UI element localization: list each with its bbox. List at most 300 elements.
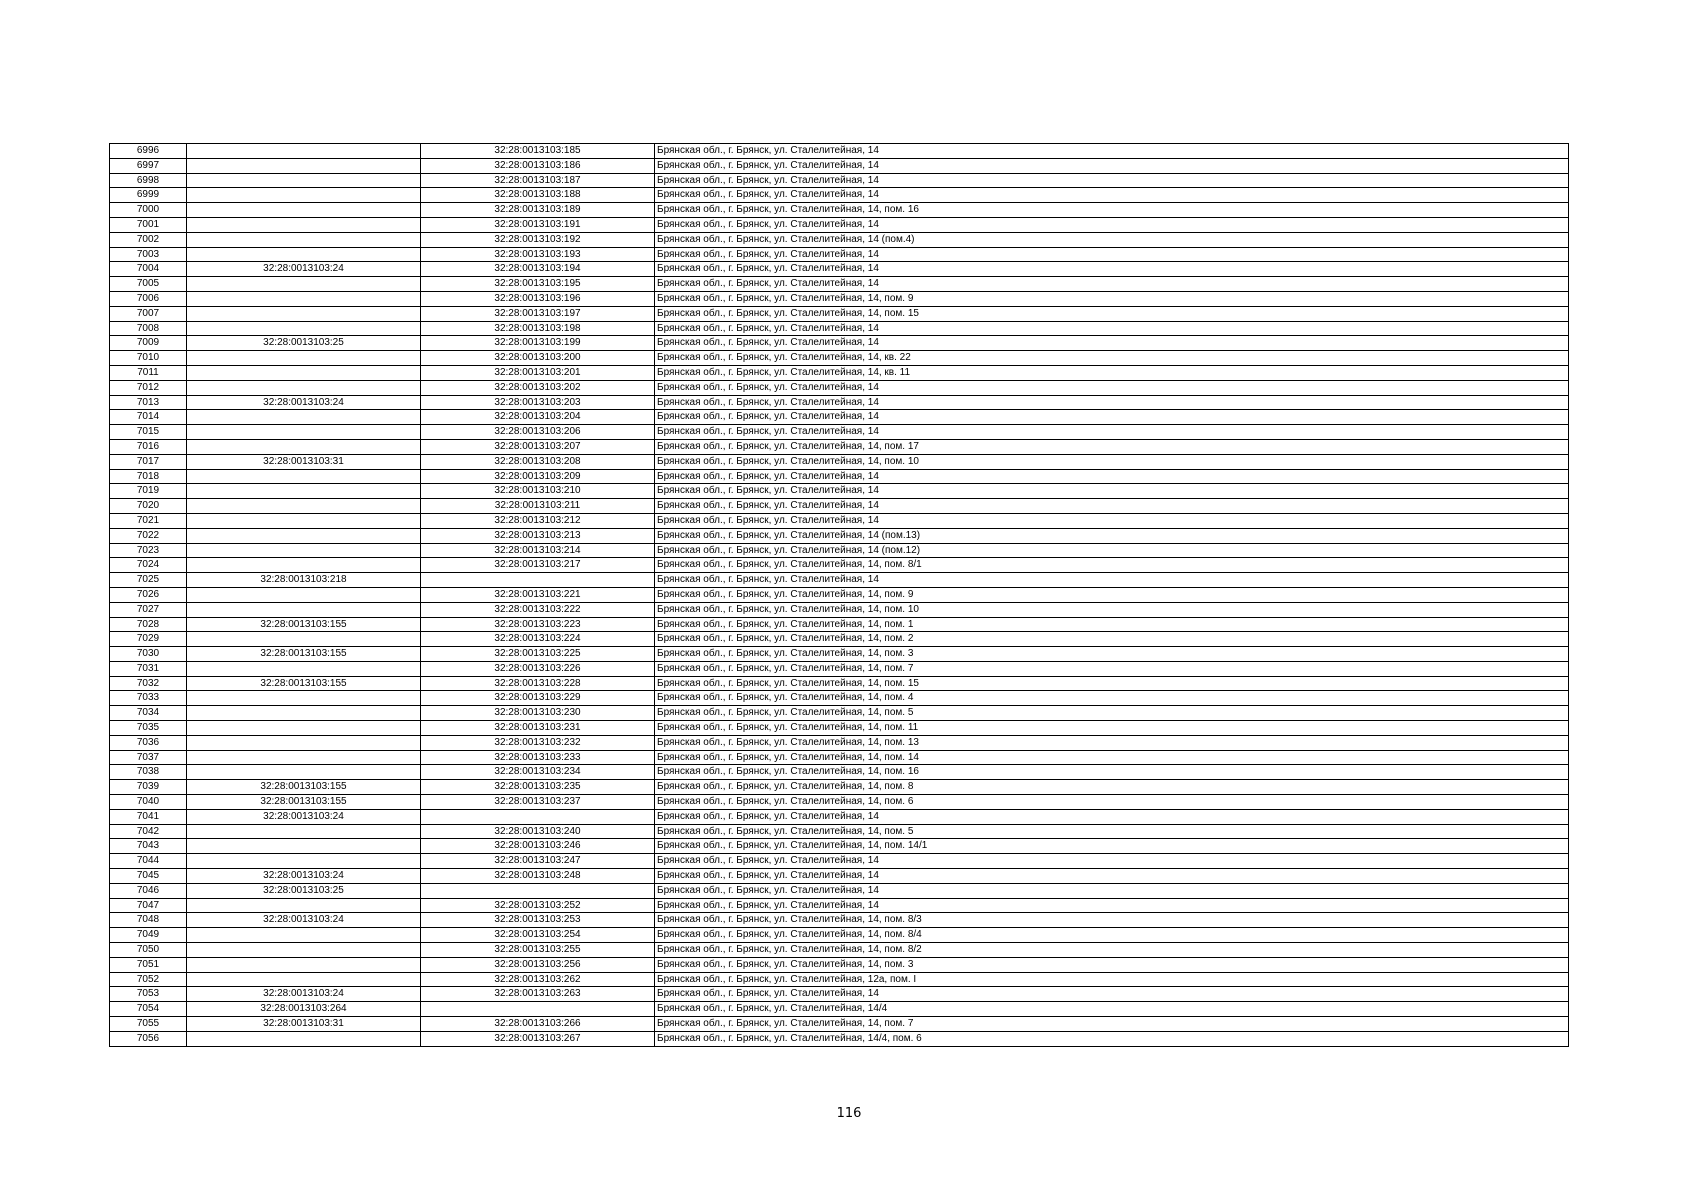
cadastral-number-cell: 32:28:0013103:207: [421, 439, 655, 454]
table-row: [110, 602, 1569, 617]
address-cell: Брянская обл., г. Брянск, ул. Сталелитейная, 14: [655, 247, 1569, 262]
table-row: [110, 425, 1569, 440]
parent-cadastral-cell: [187, 602, 421, 617]
row-number-cell: 7047: [110, 898, 187, 913]
row-number-cell: 7040: [110, 795, 187, 810]
address-cell: Брянская обл., г. Брянск, ул. Сталелитейная, 14: [655, 883, 1569, 898]
address-cell: Брянская обл., г. Брянск, ул. Сталелитейная, 14, пом. 5: [655, 706, 1569, 721]
cadastral-number-cell: 32:28:0013103:197: [421, 306, 655, 321]
parent-cadastral-cell: [187, 972, 421, 987]
cadastral-number-cell: 32:28:0013103:214: [421, 543, 655, 558]
cadastral-number-cell: 32:28:0013103:263: [421, 987, 655, 1002]
parent-cadastral-cell: [187, 484, 421, 499]
table-row: [110, 484, 1569, 499]
table-row: [110, 632, 1569, 647]
table-row: [110, 987, 1569, 1002]
row-number-cell: 7055: [110, 1017, 187, 1032]
row-number-cell: 7022: [110, 528, 187, 543]
cadastral-number-cell: 32:28:0013103:237: [421, 795, 655, 810]
address-cell: Брянская обл., г. Брянск, ул. Сталелитейная, 12а, пом. I: [655, 972, 1569, 987]
row-number-cell: 7015: [110, 425, 187, 440]
table-row: [110, 144, 1569, 159]
cadastral-number-cell: 32:28:0013103:222: [421, 602, 655, 617]
row-number-cell: 7008: [110, 321, 187, 336]
page-number: 116: [836, 1106, 862, 1121]
parent-cadastral-cell: [187, 144, 421, 159]
row-number-cell: 7020: [110, 499, 187, 514]
cadastral-number-cell: 32:28:0013103:198: [421, 321, 655, 336]
table-row: [110, 839, 1569, 854]
cadastral-number-cell: 32:28:0013103:189: [421, 203, 655, 218]
address-cell: Брянская обл., г. Брянск, ул. Сталелитейная, 14: [655, 987, 1569, 1002]
row-number-cell: 7043: [110, 839, 187, 854]
cadastral-number-cell: 32:28:0013103:208: [421, 454, 655, 469]
row-number-cell: 7042: [110, 824, 187, 839]
table-row: [110, 469, 1569, 484]
cadastral-number-cell: 32:28:0013103:199: [421, 336, 655, 351]
address-cell: Брянская обл., г. Брянск, ул. Сталелитейная, 14, пом. 8: [655, 780, 1569, 795]
row-number-cell: 7026: [110, 587, 187, 602]
cadastral-number-cell: 32:28:0013103:228: [421, 676, 655, 691]
row-number-cell: 7039: [110, 780, 187, 795]
row-number-cell: 6998: [110, 173, 187, 188]
address-cell: Брянская обл., г. Брянск, ул. Сталелитейная, 14, пом. 8/2: [655, 943, 1569, 958]
parent-cadastral-cell: 32:28:0013103:31: [187, 454, 421, 469]
table-row: [110, 454, 1569, 469]
row-number-cell: 7050: [110, 943, 187, 958]
row-number-cell: 7012: [110, 380, 187, 395]
table-row: [110, 587, 1569, 602]
address-cell: Брянская обл., г. Брянск, ул. Сталелитейная, 14: [655, 173, 1569, 188]
table-row: [110, 351, 1569, 366]
row-number-cell: 7021: [110, 513, 187, 528]
address-cell: Брянская обл., г. Брянск, ул. Сталелитейная, 14: [655, 573, 1569, 588]
table-row: [110, 365, 1569, 380]
cadastral-number-cell: 32:28:0013103:248: [421, 869, 655, 884]
cadastral-number-cell: 32:28:0013103:195: [421, 277, 655, 292]
table-row: [110, 1002, 1569, 1017]
cadastral-number-cell: 32:28:0013103:209: [421, 469, 655, 484]
row-number-cell: 7028: [110, 617, 187, 632]
row-number-cell: 7034: [110, 706, 187, 721]
parent-cadastral-cell: [187, 173, 421, 188]
address-cell: Брянская обл., г. Брянск, ул. Сталелитейная, 14: [655, 869, 1569, 884]
cadastral-number-cell: 32:28:0013103:253: [421, 913, 655, 928]
cadastral-number-cell: 32:28:0013103:185: [421, 144, 655, 159]
table-row: [110, 661, 1569, 676]
parent-cadastral-cell: [187, 691, 421, 706]
address-cell: Брянская обл., г. Брянск, ул. Сталелитейная, 14, пом. 3: [655, 957, 1569, 972]
table-row: [110, 735, 1569, 750]
parent-cadastral-cell: 32:28:0013103:155: [187, 647, 421, 662]
table-row: [110, 795, 1569, 810]
address-cell: Брянская обл., г. Брянск, ул. Сталелитейная, 14, пом. 15: [655, 306, 1569, 321]
row-number-cell: 6996: [110, 144, 187, 159]
parent-cadastral-cell: [187, 232, 421, 247]
table-row: [110, 809, 1569, 824]
parent-cadastral-cell: 32:28:0013103:24: [187, 987, 421, 1002]
table-row: [110, 439, 1569, 454]
table-row: [110, 513, 1569, 528]
address-cell: Брянская обл., г. Брянск, ул. Сталелитейная, 14: [655, 410, 1569, 425]
cadastral-number-cell: 32:28:0013103:203: [421, 395, 655, 410]
table-row: [110, 854, 1569, 869]
cadastral-number-cell: [421, 809, 655, 824]
cadastral-number-cell: 32:28:0013103:191: [421, 217, 655, 232]
table-row: [110, 617, 1569, 632]
parent-cadastral-cell: 32:28:0013103:155: [187, 617, 421, 632]
parent-cadastral-cell: [187, 1031, 421, 1046]
cadastral-number-cell: 32:28:0013103:232: [421, 735, 655, 750]
row-number-cell: 6999: [110, 188, 187, 203]
parent-cadastral-cell: [187, 351, 421, 366]
parent-cadastral-cell: [187, 928, 421, 943]
cadastral-number-cell: 32:28:0013103:231: [421, 721, 655, 736]
cadastral-table: [109, 143, 1569, 1047]
row-number-cell: 7007: [110, 306, 187, 321]
table-row: [110, 750, 1569, 765]
cadastral-number-cell: 32:28:0013103:266: [421, 1017, 655, 1032]
address-cell: Брянская обл., г. Брянск, ул. Сталелитейная, 14, пом. 17: [655, 439, 1569, 454]
parent-cadastral-cell: [187, 706, 421, 721]
cadastral-number-cell: 32:28:0013103:192: [421, 232, 655, 247]
cadastral-number-cell: 32:28:0013103:223: [421, 617, 655, 632]
parent-cadastral-cell: [187, 425, 421, 440]
address-cell: Брянская обл., г. Брянск, ул. Сталелитейная, 14/4: [655, 1002, 1569, 1017]
address-cell: Брянская обл., г. Брянск, ул. Сталелитейная, 14: [655, 144, 1569, 159]
cadastral-number-cell: 32:28:0013103:252: [421, 898, 655, 913]
table-row: [110, 943, 1569, 958]
row-number-cell: 7011: [110, 365, 187, 380]
address-cell: Брянская обл., г. Брянск, ул. Сталелитейная, 14, пом. 14: [655, 750, 1569, 765]
address-cell: Брянская обл., г. Брянск, ул. Сталелитейная, 14, пом. 5: [655, 824, 1569, 839]
address-cell: Брянская обл., г. Брянск, ул. Сталелитейная, 14: [655, 380, 1569, 395]
parent-cadastral-cell: 32:28:0013103:264: [187, 1002, 421, 1017]
row-number-cell: 7033: [110, 691, 187, 706]
row-number-cell: 7004: [110, 262, 187, 277]
cadastral-number-cell: [421, 573, 655, 588]
address-cell: Брянская обл., г. Брянск, ул. Сталелитейная, 14, пом. 14/1: [655, 839, 1569, 854]
parent-cadastral-cell: [187, 661, 421, 676]
parent-cadastral-cell: [187, 513, 421, 528]
parent-cadastral-cell: 32:28:0013103:24: [187, 869, 421, 884]
table-row: [110, 336, 1569, 351]
address-cell: Брянская обл., г. Брянск, ул. Сталелитейная, 14 (пом.12): [655, 543, 1569, 558]
parent-cadastral-cell: 32:28:0013103:155: [187, 780, 421, 795]
parent-cadastral-cell: [187, 824, 421, 839]
row-number-cell: 7049: [110, 928, 187, 943]
cadastral-number-cell: 32:28:0013103:204: [421, 410, 655, 425]
cadastral-number-cell: 32:28:0013103:201: [421, 365, 655, 380]
parent-cadastral-cell: [187, 854, 421, 869]
row-number-cell: 7000: [110, 203, 187, 218]
cadastral-number-cell: 32:28:0013103:229: [421, 691, 655, 706]
table-row: [110, 173, 1569, 188]
row-number-cell: 7013: [110, 395, 187, 410]
address-cell: Брянская обл., г. Брянск, ул. Сталелитейная, 14, пом. 10: [655, 602, 1569, 617]
row-number-cell: 7051: [110, 957, 187, 972]
parent-cadastral-cell: 32:28:0013103:155: [187, 795, 421, 810]
address-cell: Брянская обл., г. Брянск, ул. Сталелитейная, 14, пом. 6: [655, 795, 1569, 810]
row-number-cell: 7031: [110, 661, 187, 676]
address-cell: Брянская обл., г. Брянск, ул. Сталелитейная, 14 (пом.13): [655, 528, 1569, 543]
address-cell: Брянская обл., г. Брянск, ул. Сталелитейная, 14 (пом.4): [655, 232, 1569, 247]
parent-cadastral-cell: 32:28:0013103:218: [187, 573, 421, 588]
table-row: [110, 395, 1569, 410]
row-number-cell: 7048: [110, 913, 187, 928]
row-number-cell: 7014: [110, 410, 187, 425]
parent-cadastral-cell: [187, 750, 421, 765]
table-row: [110, 972, 1569, 987]
cadastral-number-cell: 32:28:0013103:247: [421, 854, 655, 869]
address-cell: Брянская обл., г. Брянск, ул. Сталелитейная, 14, пом. 7: [655, 661, 1569, 676]
row-number-cell: 7005: [110, 277, 187, 292]
parent-cadastral-cell: [187, 957, 421, 972]
table-row: [110, 676, 1569, 691]
address-cell: Брянская обл., г. Брянск, ул. Сталелитейная, 14: [655, 809, 1569, 824]
address-cell: Брянская обл., г. Брянск, ул. Сталелитейная, 14, пом. 2: [655, 632, 1569, 647]
address-cell: Брянская обл., г. Брянск, ул. Сталелитейная, 14, пом. 1: [655, 617, 1569, 632]
table-row: [110, 217, 1569, 232]
address-cell: Брянская обл., г. Брянск, ул. Сталелитейная, 14, пом. 3: [655, 647, 1569, 662]
cadastral-number-cell: 32:28:0013103:221: [421, 587, 655, 602]
address-cell: Брянская обл., г. Брянск, ул. Сталелитейная, 14, пом. 13: [655, 735, 1569, 750]
table-row: [110, 1017, 1569, 1032]
address-cell: Брянская обл., г. Брянск, ул. Сталелитейная, 14: [655, 217, 1569, 232]
row-number-cell: 7044: [110, 854, 187, 869]
parent-cadastral-cell: [187, 543, 421, 558]
row-number-cell: 7056: [110, 1031, 187, 1046]
row-number-cell: 7017: [110, 454, 187, 469]
parent-cadastral-cell: 32:28:0013103:24: [187, 395, 421, 410]
cadastral-number-cell: [421, 883, 655, 898]
row-number-cell: 7032: [110, 676, 187, 691]
cadastral-number-cell: 32:28:0013103:262: [421, 972, 655, 987]
cadastral-number-cell: 32:28:0013103:186: [421, 158, 655, 173]
address-cell: Брянская обл., г. Брянск, ул. Сталелитейная, 14, кв. 22: [655, 351, 1569, 366]
parent-cadastral-cell: 32:28:0013103:24: [187, 913, 421, 928]
row-number-cell: 7029: [110, 632, 187, 647]
parent-cadastral-cell: [187, 469, 421, 484]
row-number-cell: 6997: [110, 158, 187, 173]
address-cell: Брянская обл., г. Брянск, ул. Сталелитейная, 14, пом. 16: [655, 765, 1569, 780]
cadastral-number-cell: 32:28:0013103:246: [421, 839, 655, 854]
cadastral-number-cell: 32:28:0013103:193: [421, 247, 655, 262]
parent-cadastral-cell: [187, 277, 421, 292]
parent-cadastral-cell: [187, 365, 421, 380]
table-body: [110, 144, 1569, 1047]
table-row: [110, 543, 1569, 558]
cadastral-number-cell: 32:28:0013103:254: [421, 928, 655, 943]
table-row: [110, 203, 1569, 218]
row-number-cell: 7027: [110, 602, 187, 617]
parent-cadastral-cell: [187, 410, 421, 425]
table-row: [110, 691, 1569, 706]
cadastral-number-cell: 32:28:0013103:188: [421, 188, 655, 203]
row-number-cell: 7018: [110, 469, 187, 484]
parent-cadastral-cell: [187, 735, 421, 750]
address-cell: Брянская обл., г. Брянск, ул. Сталелитейная, 14: [655, 188, 1569, 203]
cadastral-number-cell: 32:28:0013103:224: [421, 632, 655, 647]
table-row: [110, 824, 1569, 839]
parent-cadastral-cell: 32:28:0013103:25: [187, 883, 421, 898]
parent-cadastral-cell: 32:28:0013103:24: [187, 262, 421, 277]
table-row: [110, 898, 1569, 913]
cadastral-number-cell: 32:28:0013103:240: [421, 824, 655, 839]
row-number-cell: 7038: [110, 765, 187, 780]
table-row: [110, 765, 1569, 780]
address-cell: Брянская обл., г. Брянск, ул. Сталелитейная, 14, пом. 9: [655, 291, 1569, 306]
table-row: [110, 291, 1569, 306]
cadastral-number-cell: 32:28:0013103:235: [421, 780, 655, 795]
address-cell: Брянская обл., г. Брянск, ул. Сталелитейная, 14, пом. 11: [655, 721, 1569, 736]
cadastral-number-cell: 32:28:0013103:210: [421, 484, 655, 499]
parent-cadastral-cell: [187, 587, 421, 602]
row-number-cell: 7025: [110, 573, 187, 588]
cadastral-number-cell: 32:28:0013103:230: [421, 706, 655, 721]
address-cell: Брянская обл., г. Брянск, ул. Сталелитейная, 14/4, пом. 6: [655, 1031, 1569, 1046]
parent-cadastral-cell: 32:28:0013103:155: [187, 676, 421, 691]
row-number-cell: 7037: [110, 750, 187, 765]
table-row: [110, 499, 1569, 514]
cadastral-number-cell: 32:28:0013103:211: [421, 499, 655, 514]
parent-cadastral-cell: [187, 765, 421, 780]
address-cell: Брянская обл., г. Брянск, ул. Сталелитейная, 14, пом. 15: [655, 676, 1569, 691]
address-cell: Брянская обл., г. Брянск, ул. Сталелитейная, 14: [655, 425, 1569, 440]
parent-cadastral-cell: [187, 291, 421, 306]
table-row: [110, 247, 1569, 262]
table-row: [110, 558, 1569, 573]
cadastral-number-cell: 32:28:0013103:212: [421, 513, 655, 528]
address-cell: Брянская обл., г. Брянск, ул. Сталелитейная, 14: [655, 277, 1569, 292]
parent-cadastral-cell: [187, 439, 421, 454]
cadastral-number-cell: 32:28:0013103:226: [421, 661, 655, 676]
parent-cadastral-cell: [187, 158, 421, 173]
row-number-cell: 7053: [110, 987, 187, 1002]
table-row: [110, 410, 1569, 425]
table-row: [110, 780, 1569, 795]
row-number-cell: 7045: [110, 869, 187, 884]
table-row: [110, 957, 1569, 972]
cadastral-number-cell: 32:28:0013103:202: [421, 380, 655, 395]
parent-cadastral-cell: [187, 499, 421, 514]
parent-cadastral-cell: [187, 203, 421, 218]
address-cell: Брянская обл., г. Брянск, ул. Сталелитейная, 14, пом. 8/1: [655, 558, 1569, 573]
row-number-cell: 7023: [110, 543, 187, 558]
row-number-cell: 7002: [110, 232, 187, 247]
address-cell: Брянская обл., г. Брянск, ул. Сталелитейная, 14, пом. 9: [655, 587, 1569, 602]
cadastral-number-cell: 32:28:0013103:194: [421, 262, 655, 277]
table-row: [110, 232, 1569, 247]
address-cell: Брянская обл., г. Брянск, ул. Сталелитейная, 14: [655, 484, 1569, 499]
row-number-cell: 7016: [110, 439, 187, 454]
address-cell: Брянская обл., г. Брянск, ул. Сталелитейная, 14: [655, 336, 1569, 351]
cadastral-number-cell: 32:28:0013103:213: [421, 528, 655, 543]
table-row: [110, 306, 1569, 321]
address-cell: Брянская обл., г. Брянск, ул. Сталелитейная, 14: [655, 262, 1569, 277]
table-row: [110, 380, 1569, 395]
row-number-cell: 7019: [110, 484, 187, 499]
cadastral-number-cell: 32:28:0013103:267: [421, 1031, 655, 1046]
table-row: [110, 573, 1569, 588]
address-cell: Брянская обл., г. Брянск, ул. Сталелитейная, 14: [655, 513, 1569, 528]
cadastral-number-cell: 32:28:0013103:206: [421, 425, 655, 440]
table-row: [110, 1031, 1569, 1046]
parent-cadastral-cell: 32:28:0013103:24: [187, 809, 421, 824]
table-row: [110, 188, 1569, 203]
cadastral-number-cell: [421, 1002, 655, 1017]
cadastral-number-cell: 32:28:0013103:225: [421, 647, 655, 662]
row-number-cell: 7054: [110, 1002, 187, 1017]
row-number-cell: 7036: [110, 735, 187, 750]
table-row: [110, 262, 1569, 277]
address-cell: Брянская обл., г. Брянск, ул. Сталелитейная, 14, пом. 10: [655, 454, 1569, 469]
address-cell: Брянская обл., г. Брянск, ул. Сталелитейная, 14: [655, 854, 1569, 869]
parent-cadastral-cell: [187, 632, 421, 647]
cadastral-number-cell: 32:28:0013103:233: [421, 750, 655, 765]
row-number-cell: 7001: [110, 217, 187, 232]
table-row: [110, 869, 1569, 884]
cadastral-number-cell: 32:28:0013103:187: [421, 173, 655, 188]
row-number-cell: 7010: [110, 351, 187, 366]
row-number-cell: 7052: [110, 972, 187, 987]
table-row: [110, 928, 1569, 943]
table-row: [110, 158, 1569, 173]
address-cell: Брянская обл., г. Брянск, ул. Сталелитейная, 14: [655, 395, 1569, 410]
table-row: [110, 913, 1569, 928]
parent-cadastral-cell: [187, 839, 421, 854]
table-row: [110, 277, 1569, 292]
table-row: [110, 706, 1569, 721]
address-cell: Брянская обл., г. Брянск, ул. Сталелитейная, 14: [655, 499, 1569, 514]
address-cell: Брянская обл., г. Брянск, ул. Сталелитейная, 14, кв. 11: [655, 365, 1569, 380]
parent-cadastral-cell: 32:28:0013103:25: [187, 336, 421, 351]
row-number-cell: 7006: [110, 291, 187, 306]
parent-cadastral-cell: [187, 188, 421, 203]
parent-cadastral-cell: [187, 898, 421, 913]
address-cell: Брянская обл., г. Брянск, ул. Сталелитейная, 14: [655, 898, 1569, 913]
table-row: [110, 321, 1569, 336]
parent-cadastral-cell: [187, 306, 421, 321]
address-cell: Брянская обл., г. Брянск, ул. Сталелитейная, 14, пом. 16: [655, 203, 1569, 218]
address-cell: Брянская обл., г. Брянск, ул. Сталелитейная, 14, пом. 4: [655, 691, 1569, 706]
address-cell: Брянская обл., г. Брянск, ул. Сталелитейная, 14: [655, 469, 1569, 484]
cadastral-number-cell: 32:28:0013103:196: [421, 291, 655, 306]
table-row: [110, 883, 1569, 898]
row-number-cell: 7041: [110, 809, 187, 824]
parent-cadastral-cell: [187, 380, 421, 395]
table-row: [110, 647, 1569, 662]
cadastral-number-cell: 32:28:0013103:217: [421, 558, 655, 573]
cadastral-number-cell: 32:28:0013103:256: [421, 957, 655, 972]
row-number-cell: 7009: [110, 336, 187, 351]
address-cell: Брянская обл., г. Брянск, ул. Сталелитейная, 14: [655, 321, 1569, 336]
address-cell: Брянская обл., г. Брянск, ул. Сталелитейная, 14: [655, 158, 1569, 173]
row-number-cell: 7046: [110, 883, 187, 898]
cadastral-number-cell: 32:28:0013103:255: [421, 943, 655, 958]
cadastral-number-cell: 32:28:0013103:234: [421, 765, 655, 780]
parent-cadastral-cell: [187, 247, 421, 262]
parent-cadastral-cell: [187, 558, 421, 573]
parent-cadastral-cell: [187, 721, 421, 736]
table-row: [110, 528, 1569, 543]
address-cell: Брянская обл., г. Брянск, ул. Сталелитейная, 14, пом. 8/4: [655, 928, 1569, 943]
row-number-cell: 7035: [110, 721, 187, 736]
row-number-cell: 7030: [110, 647, 187, 662]
address-cell: Брянская обл., г. Брянск, ул. Сталелитейная, 14, пом. 8/3: [655, 913, 1569, 928]
parent-cadastral-cell: [187, 943, 421, 958]
cadastral-number-cell: 32:28:0013103:200: [421, 351, 655, 366]
